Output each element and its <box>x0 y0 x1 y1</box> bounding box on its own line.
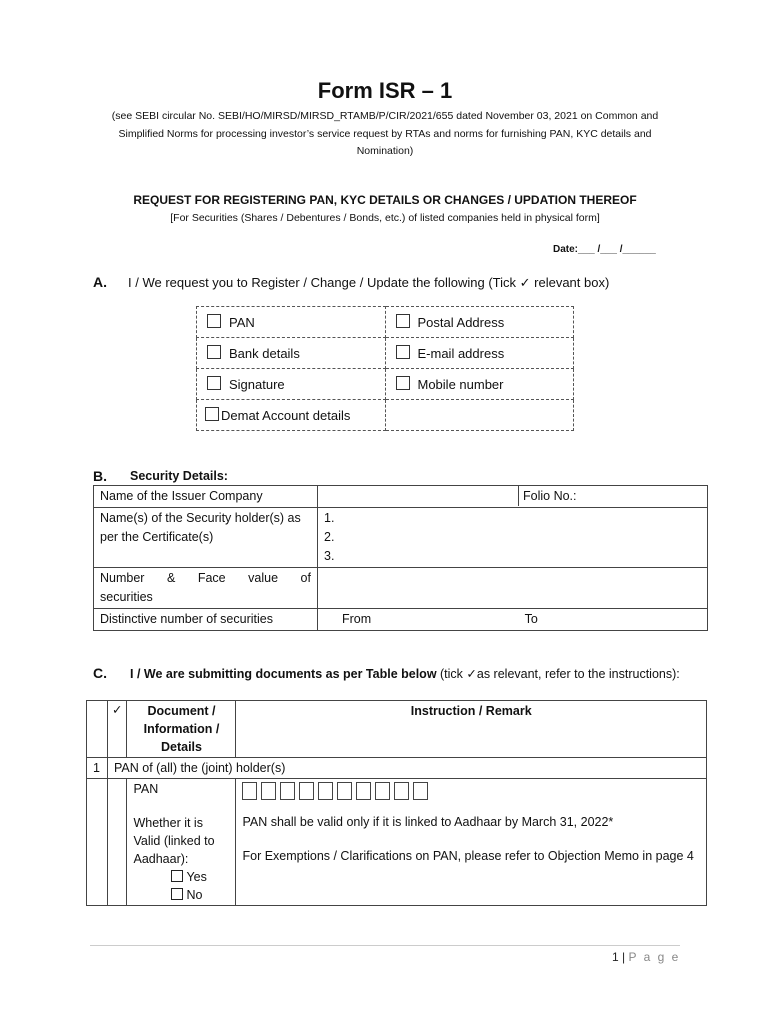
instr-header: Instruction / Remark <box>236 701 707 758</box>
row2-tick[interactable] <box>108 779 127 906</box>
form-subtitle: (see SEBI circular No. SEBI/HO/MIRSD/MIRSD_RTAMB/P/CIR/2021/655 dated November 03, 2021 on Common and Simplified Norms for processing investor’s service request by RTAs and norms for furnishing PAN, KYC details and Nomination) <box>111 110 659 157</box>
checkbox-icon[interactable] <box>207 376 221 390</box>
pan-details-cell <box>127 779 236 906</box>
update-options-table <box>196 306 574 431</box>
section-c-text: I / We are submitting documents as per Table below (tick ✓as relevant, refer to the instructions): <box>130 667 680 681</box>
from-label: From <box>342 612 372 626</box>
remark-1: PAN shall be valid only if it is linked to Aadhaar by March 31, 2022* <box>242 815 614 829</box>
holder-values[interactable]: 1. 2. 3. <box>318 508 708 568</box>
row2-num <box>87 779 108 906</box>
checkbox-icon[interactable] <box>396 345 410 359</box>
date-field[interactable]: Date:___ /___ /______ <box>553 244 656 255</box>
option-bank-details[interactable]: Bank details <box>197 338 386 369</box>
distinctive-values[interactable] <box>318 609 708 631</box>
option-mobile-number[interactable]: Mobile number <box>385 369 574 400</box>
number-face-value-label: Number & Face value of securities <box>94 568 318 609</box>
remark-2: For Exemptions / Clarifications on PAN, please refer to Objection Memo in page 4 <box>242 849 694 863</box>
valid-label: Whether it is Valid (linked to Aadhaar): <box>133 816 215 866</box>
folio-label[interactable]: Folio No.: <box>518 486 707 506</box>
documents-table <box>86 700 707 906</box>
option-postal-address[interactable]: Postal Address <box>385 307 574 338</box>
checkbox-icon[interactable] <box>171 888 183 900</box>
distinctive-label: Distinctive number of securities <box>94 609 318 631</box>
checkbox-icon[interactable] <box>396 314 410 328</box>
pan-input-boxes[interactable] <box>242 780 700 805</box>
section-b-heading: Security Details: <box>130 469 228 483</box>
issuer-value-cell[interactable] <box>318 486 708 508</box>
checkbox-icon[interactable] <box>207 345 221 359</box>
col-num-header <box>87 701 108 758</box>
option-signature[interactable]: Signature <box>197 369 386 400</box>
security-details-table <box>93 485 708 631</box>
option-demat-account[interactable]: Demat Account details <box>197 400 386 431</box>
issuer-label: Name of the Issuer Company <box>94 486 318 508</box>
section-a-letter: A. <box>93 274 107 290</box>
checkbox-icon[interactable] <box>396 376 410 390</box>
checkbox-icon[interactable] <box>171 870 183 882</box>
to-label: To <box>524 612 538 626</box>
pan-remarks-cell <box>236 779 707 906</box>
checkbox-icon[interactable] <box>205 407 219 421</box>
empty-cell <box>385 400 574 431</box>
row1-num: 1 <box>87 758 108 779</box>
doc-header: Document / Information / Details <box>127 701 236 758</box>
option-pan[interactable]: PAN <box>197 307 386 338</box>
holder-label: Name(s) of the Security holder(s) as per the Certificate(s) <box>94 508 318 568</box>
page-footer: 1 | P a g e <box>612 950 681 964</box>
tick-header-icon: ✓ <box>108 701 127 758</box>
checkbox-icon[interactable] <box>207 314 221 328</box>
section-c-letter: C. <box>93 665 107 681</box>
section-b-letter: B. <box>93 468 107 484</box>
issuer-input[interactable] <box>318 486 518 506</box>
footer-divider <box>90 945 680 946</box>
no-option[interactable]: No <box>133 886 229 904</box>
form-title: Form ISR – 1 <box>317 78 453 103</box>
request-title: REQUEST FOR REGISTERING PAN, KYC DETAILS OR CHANGES / UPDATION THEREOF <box>133 193 637 207</box>
section-a-text: I / We request you to Register / Change / Update the following (Tick ✓ relevant box) <box>128 275 610 290</box>
row1-label: PAN of (all) the (joint) holder(s) <box>108 758 707 779</box>
number-face-value-input[interactable] <box>318 568 708 609</box>
request-subtitle: [For Securities (Shares / Debentures / Bonds, etc.) of listed companies held in physical form] <box>170 212 600 224</box>
pan-label: PAN <box>133 782 159 796</box>
option-email-address[interactable]: E-mail address <box>385 338 574 369</box>
yes-option[interactable]: Yes <box>133 868 229 886</box>
